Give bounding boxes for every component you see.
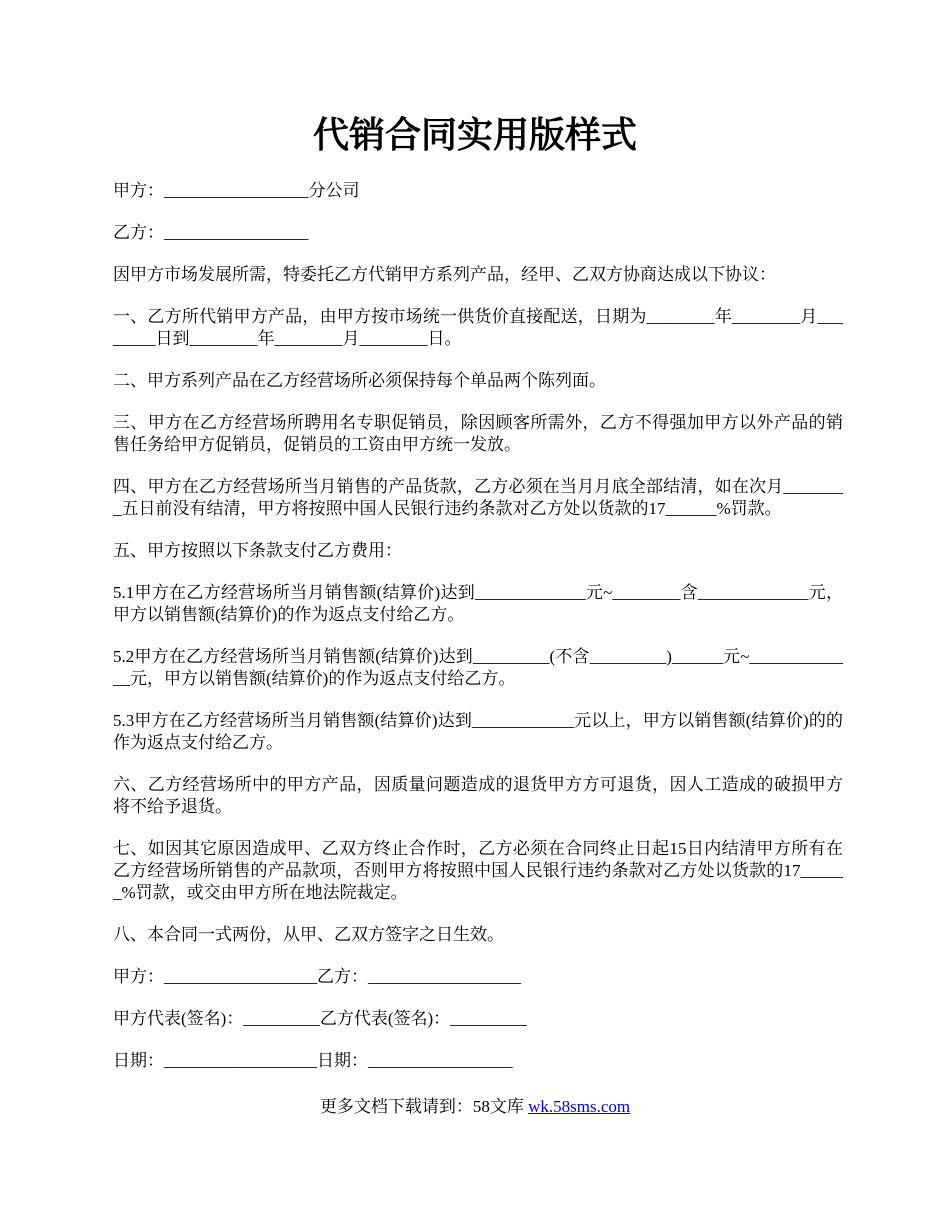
document-body (113, 180, 843, 1092)
footer-text: 更多文档下载请到：58文库 (319, 1097, 529, 1116)
document-title: 代销合同实用版样式 (312, 115, 637, 155)
signature-dates: 日期：__________________日期：_________________ (113, 1051, 513, 1070)
preamble: 因甲方市场发展所需，特委托乙方代销甲方系列产品，经甲、乙双方协商达成以下协议： (113, 265, 776, 284)
clause-8: 八、本合同一式两份，从甲、乙双方签字之日生效。 (113, 925, 504, 944)
signature-representatives: 甲方代表(签名)：_________乙方代表(签名)：_________ (113, 1009, 527, 1028)
clause-5-2: 5.2甲方在乙方经营场所当月销售额(结算价)达到_________(不含_________)______元~_____________元，甲方以销售额(结算价)的作为返点支付给乙方。 (113, 647, 843, 688)
clause-4: 四、甲方在乙方经营场所当月销售的产品货款，乙方必须在当月月底全部结清，如在次月________五日前没有结清，甲方将按照中国人民银行违约条款对乙方处以货款的17______%罚款。 (113, 477, 843, 518)
clause-2: 二、甲方系列产品在乙方经营场所必须保持每个单品两个陈列面。 (113, 371, 606, 390)
footer (0, 1096, 950, 1118)
clause-5-1: 5.1甲方在乙方经营场所当月销售额(结算价)达到_____________元~________含_____________元，甲方以销售额(结算价)的作为返点支付给乙方。 (113, 583, 843, 624)
clause-1: 一、乙方所代销甲方产品，由甲方按市场统一供货价直接配送，日期为________年________月________日到________年________月________日。 (113, 307, 843, 348)
clause-7: 七、如因其它原因造成甲、乙双方终止合作时，乙方必须在合同终止日起15日内结清甲方所有在乙方经营场所销售的产品款项，否则甲方将按照中国人民银行违约条款对乙方处以货款的17______%罚款，或交由甲方所在地法院裁定。 (113, 839, 843, 902)
clause-3: 三、甲方在乙方经营场所聘用名专职促销员，除因顾客所需外，乙方不得强加甲方以外产品的销售任务给甲方促销员，促销员的工资由甲方统一发放。 (113, 413, 843, 454)
clause-5: 五、甲方按照以下条款支付乙方费用： (113, 541, 402, 560)
party-a-line: 甲方：_________________分公司 (113, 181, 360, 200)
clause-5-3: 5.3甲方在乙方经营场所当月销售额(结算价)达到____________元以上，甲方以销售额(结算价)的的作为返点支付给乙方。 (113, 711, 843, 752)
party-b-line: 乙方：_________________ (113, 223, 309, 242)
clause-6: 六、乙方经营场所中的甲方产品，因质量问题造成的退货甲方方可退货，因人工造成的破损甲方将不给予退货。 (113, 775, 843, 816)
signature-parties: 甲方：__________________乙方：__________________ (113, 967, 521, 986)
footer-link[interactable]: wk.58sms.com (528, 1097, 631, 1116)
